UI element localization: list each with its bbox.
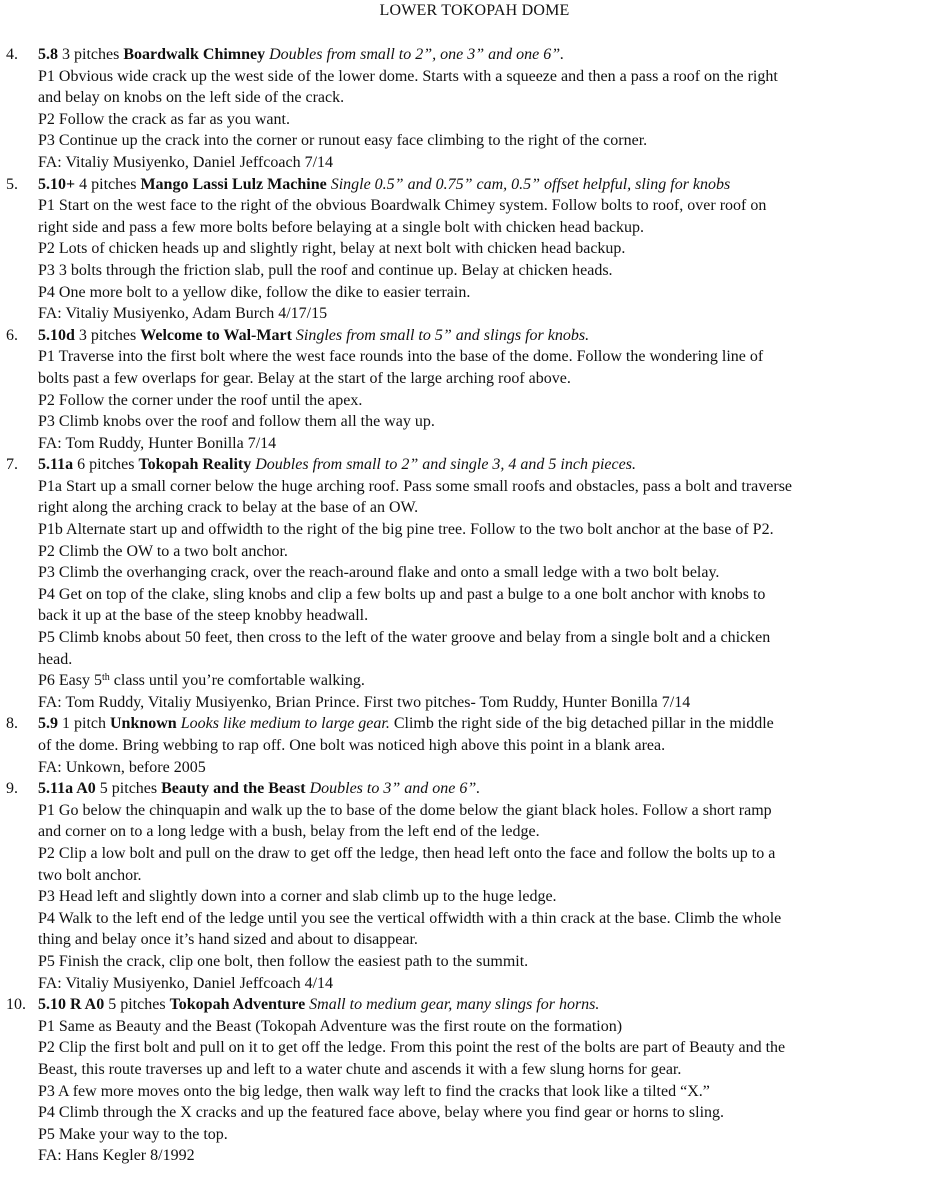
pitch-text: Go below the chinquapin and walk up the to base of the dome below the giant black holes. Follow a short ramp xyxy=(58,801,772,819)
route-header xyxy=(6,325,946,347)
pitch-line-continued xyxy=(6,649,946,671)
pitch-label: P4 xyxy=(38,585,55,603)
pitch-text: Continue up the crack into the corner or runout easy face climbing to the right of the corner. xyxy=(58,132,648,150)
pitch-text: Unkown, before 2005 xyxy=(65,758,206,776)
route-grade: 5.10+ xyxy=(38,175,76,193)
route-number: 7. xyxy=(6,456,18,474)
route-gear: Singles from small to 5” and slings for knobs. xyxy=(295,326,590,344)
pitch-text: Climb knobs about 50 feet, then cross to the left of the water groove and belay from a single bolt and a chicken xyxy=(58,629,771,647)
pitch-label: P2 xyxy=(38,240,55,258)
pitch-line xyxy=(38,800,946,822)
pitch-label: P1 xyxy=(38,348,55,366)
pitch-line xyxy=(38,130,946,152)
route-entry xyxy=(6,44,946,174)
pitch-line xyxy=(38,109,946,131)
route-entry xyxy=(6,325,946,455)
pitch-text: Tom Ruddy, Hunter Bonilla 7/14 xyxy=(65,434,277,452)
pitch-text-continued: back it up at the base of the steep knobby headwall. xyxy=(38,607,369,625)
pitch-text: Follow the corner under the roof until the apex. xyxy=(58,391,363,409)
pitch-line-continued xyxy=(6,865,946,887)
pitch-label: FA: xyxy=(38,1147,62,1165)
pitch-label: P3 xyxy=(38,564,55,582)
route-entry xyxy=(6,454,946,713)
pitch-label: P3 xyxy=(38,132,55,150)
pitch-line-continued xyxy=(6,1059,946,1081)
route-gear: Doubles from small to 2” and single 3, 4 and 5 inch pieces. xyxy=(255,456,636,474)
pitch-text: Same as Beauty and the Beast (Tokopah Adventure was the first route on the formation) xyxy=(58,1017,623,1035)
pitch-label: P2 xyxy=(38,110,55,128)
pitch-line xyxy=(38,260,946,282)
route-name: Mango Lassi Lulz Machine xyxy=(140,175,327,193)
ordinal-suffix: th xyxy=(102,672,110,684)
pitch-label: FA: xyxy=(38,974,62,992)
route-name: Beauty and the Beast xyxy=(161,780,306,798)
pitch-label: FA: xyxy=(38,305,62,323)
pitch-line xyxy=(38,390,946,412)
pitch-line xyxy=(38,541,946,563)
route-entry xyxy=(6,994,946,1167)
pitch-text: Clip a low bolt and pull on the draw to get off the ledge, then head left onto the face and follow the bolts up to a xyxy=(58,844,776,862)
pitch-line xyxy=(38,1037,946,1059)
pitch-line xyxy=(38,1102,946,1124)
route-gear: Looks like medium to large gear. xyxy=(180,715,390,733)
pitch-label: P4 xyxy=(38,283,55,301)
pitch-text: Hans Kegler 8/1992 xyxy=(65,1147,195,1165)
pitch-text-continued: Beast, this route traverses up and left to a water chute and ascends it with a few slung horns for gear. xyxy=(38,1060,682,1078)
route-list xyxy=(6,44,946,1167)
route-grade: 5.9 xyxy=(38,715,58,733)
pitch-line xyxy=(38,411,946,433)
pitch-text: Vitaliy Musiyenko, Adam Burch 4/17/15 xyxy=(65,305,328,323)
route-header xyxy=(6,994,946,1016)
pitch-line xyxy=(38,670,946,692)
pitch-label: P4 xyxy=(38,1104,55,1122)
route-gear: Doubles from small to 2”, one 3” and one 6”. xyxy=(269,46,565,63)
route-pitch-count: 1 pitch xyxy=(62,715,106,733)
route-entry xyxy=(6,713,946,778)
pitch-text-continued: and corner on to a long ledge with a bush, belay from the left end of the ledge. xyxy=(38,823,540,841)
pitch-line xyxy=(38,282,946,304)
route-entry xyxy=(6,778,946,994)
route-pitch-count: 3 pitches xyxy=(78,326,137,344)
route-gear: Doubles to 3” and one 6”. xyxy=(309,780,481,798)
pitch-line-continued xyxy=(6,217,946,239)
pitch-text: Follow the crack as far as you want. xyxy=(58,110,290,128)
pitch-line xyxy=(38,843,946,865)
route-pitch-count: 4 pitches xyxy=(79,175,137,193)
pitch-line xyxy=(38,886,946,908)
first-ascent-line xyxy=(38,303,946,325)
pitch-line xyxy=(38,562,946,584)
pitch-label: P1 xyxy=(38,197,55,215)
pitch-text-after: class until you’re comfortable walking. xyxy=(109,672,365,690)
pitch-label: P5 xyxy=(38,952,55,970)
pitch-label: P2 xyxy=(38,391,55,409)
pitch-text: Climb the OW to a two bolt anchor. xyxy=(58,542,288,560)
pitch-line xyxy=(38,476,946,498)
pitch-line xyxy=(38,1124,946,1146)
first-ascent-line xyxy=(38,152,946,174)
pitch-line xyxy=(38,66,946,88)
pitch-line xyxy=(38,951,946,973)
pitch-text-continued: two bolt anchor. xyxy=(38,866,142,884)
pitch-line xyxy=(38,238,946,260)
pitch-text: Climb the overhanging crack, over the reach-around flake and onto a small ledge with a two bolt belay. xyxy=(58,564,720,582)
pitch-label: FA: xyxy=(38,434,62,452)
route-description-continued: of the dome. Bring webbing to rap off. One bolt was noticed high above this point in a blank area. xyxy=(38,737,666,754)
route-header xyxy=(6,778,946,800)
pitch-label: P5 xyxy=(38,629,55,647)
pitch-label: P2 xyxy=(38,542,55,560)
first-ascent-line xyxy=(38,973,946,995)
pitch-label: FA: xyxy=(38,693,62,711)
pitch-text: Traverse into the first bolt where the west face rounds into the base of the dome. Follow the wondering line of xyxy=(58,348,764,366)
pitch-text: Start up a small corner below the huge arching roof. Pass some small roofs and obstacles, pass a bolt and traverse xyxy=(66,477,793,495)
route-number: 5. xyxy=(6,175,18,193)
pitch-line xyxy=(38,346,946,368)
route-header xyxy=(6,44,946,66)
route-gear: Single 0.5” and 0.75” cam, 0.5” offset helpful, sling for knobs xyxy=(330,175,731,193)
route-pitch-count: 3 pitches xyxy=(62,46,120,63)
route-grade: 5.11a xyxy=(38,456,74,474)
route-grade: 5.10d xyxy=(38,326,75,344)
pitch-text: Climb through the X cracks and up the featured face above, belay where you find gear or horns to sling. xyxy=(58,1104,725,1122)
first-ascent-line xyxy=(38,757,946,779)
pitch-text: Easy 5 xyxy=(58,672,103,690)
pitch-text-continued: and belay on knobs on the left side of the crack. xyxy=(38,89,345,107)
pitch-line xyxy=(38,584,946,606)
route-entry xyxy=(6,174,946,325)
route-pitch-count: 5 pitches xyxy=(108,996,166,1014)
pitch-line xyxy=(38,519,946,541)
pitch-text: Tom Ruddy, Vitaliy Musiyenko, Brian Prince. First two pitches- Tom Ruddy, Hunter Bonilla 7/14 xyxy=(65,693,691,711)
pitch-line xyxy=(38,627,946,649)
pitch-text-continued: right side and pass a few more bolts before belaying at a single bolt with chicken head backup. xyxy=(38,218,645,236)
route-name: Welcome to Wal-Mart xyxy=(140,326,292,344)
pitch-text-continued: right along the arching crack to belay at the base of an OW. xyxy=(38,499,419,517)
route-number: 8. xyxy=(6,715,18,733)
route-pitch-count: 5 pitches xyxy=(99,780,158,798)
route-pitch-count: 6 pitches xyxy=(77,456,135,474)
pitch-label: P6 xyxy=(38,672,55,690)
pitch-label: P4 xyxy=(38,909,55,927)
route-header xyxy=(6,713,946,735)
pitch-line xyxy=(38,908,946,930)
pitch-label: P2 xyxy=(38,1039,55,1057)
route-number: 9. xyxy=(6,780,18,798)
pitch-label: P1 xyxy=(38,1017,55,1035)
pitch-line-continued xyxy=(6,368,946,390)
route-name: Boardwalk Chimney xyxy=(123,46,266,63)
pitch-text: Clip the first bolt and pull on it to get off the ledge. From this point the rest of the bolts are part of Beauty and the xyxy=(58,1039,786,1057)
pitch-label: P1 xyxy=(38,67,55,85)
pitch-text: 3 bolts through the friction slab, pull the roof and continue up. Belay at chicken heads. xyxy=(58,261,613,279)
pitch-label: P3 xyxy=(38,888,55,906)
pitch-text: Climb knobs over the roof and follow them all the way up. xyxy=(58,413,435,431)
pitch-text: Make your way to the top. xyxy=(58,1125,228,1143)
pitch-line xyxy=(38,1016,946,1038)
pitch-label: P1 xyxy=(38,801,55,819)
route-name: Unknown xyxy=(110,715,177,733)
pitch-text: Lots of chicken heads up and slightly right, belay at next bolt with chicken head backup. xyxy=(58,240,626,258)
pitch-label: FA: xyxy=(38,758,62,776)
route-name: Tokopah Reality xyxy=(138,456,252,474)
route-grade: 5.8 xyxy=(38,46,58,63)
pitch-line-continued xyxy=(6,87,946,109)
page-title: LOWER TOKOPAH DOME xyxy=(379,2,570,19)
pitch-text: Start on the west face to the right of the obvious Boardwalk Chimey system. Follow bolts to roof, over roof on xyxy=(58,197,767,215)
pitch-text: Finish the crack, clip one bolt, then follow the easiest path to the summit. xyxy=(58,952,529,970)
route-number: 4. xyxy=(6,46,18,63)
pitch-label: P3 xyxy=(38,1082,55,1100)
route-number: 6. xyxy=(6,326,18,344)
pitch-text: A few more moves onto the big ledge, then walk way left to find the cracks that look like a tilted “X.” xyxy=(58,1082,710,1100)
route-description: Climb the right side of the big detached pillar in the middle xyxy=(393,715,774,733)
pitch-text: Walk to the left end of the ledge until you see the vertical offwidth with a thin crack at the base. Climb the whole xyxy=(58,909,782,927)
pitch-line-continued xyxy=(6,497,946,519)
first-ascent-line xyxy=(38,1145,946,1167)
route-header xyxy=(6,174,946,196)
route-grade: 5.11a A0 xyxy=(38,780,96,798)
first-ascent-line xyxy=(38,433,946,455)
route-gear: Small to medium gear, many slings for horns. xyxy=(309,996,600,1014)
pitch-label: P1b xyxy=(38,521,63,539)
route-header xyxy=(6,454,946,476)
pitch-line xyxy=(38,1081,946,1103)
pitch-text-continued: thing and belay once it’s hand sized and about to disappear. xyxy=(38,931,418,949)
route-number: 10. xyxy=(6,996,26,1014)
pitch-text: Vitaliy Musiyenko, Daniel Jeffcoach 4/14 xyxy=(65,974,334,992)
pitch-line-continued xyxy=(6,821,946,843)
first-ascent-line xyxy=(38,692,946,714)
pitch-label: P2 xyxy=(38,844,55,862)
pitch-line-continued xyxy=(6,605,946,627)
pitch-line-continued xyxy=(6,929,946,951)
pitch-text: Vitaliy Musiyenko, Daniel Jeffcoach 7/14 xyxy=(65,153,334,171)
pitch-text: Get on top of the clake, sling knobs and clip a few bolts up and past a bulge to a one bolt anchor with knobs to xyxy=(58,585,766,603)
pitch-label: P3 xyxy=(38,413,55,431)
pitch-text: Obvious wide crack up the west side of the lower dome. Starts with a squeeze and then a pass a roof on the right xyxy=(58,67,778,85)
route-grade: 5.10 R A0 xyxy=(38,996,105,1014)
pitch-text: Alternate start up and offwidth to the right of the big pine tree. Follow to the two bolt anchor at the base of P2. xyxy=(66,521,774,539)
pitch-label: FA: xyxy=(38,153,62,171)
pitch-text: One more bolt to a yellow dike, follow the dike to easier terrain. xyxy=(58,283,471,301)
pitch-text-continued: bolts past a few overlaps for gear. Belay at the start of the large arching roof above. xyxy=(38,369,571,387)
route-name: Tokopah Adventure xyxy=(169,996,306,1014)
pitch-label: P5 xyxy=(38,1125,55,1143)
pitch-text-continued: head. xyxy=(38,650,73,668)
pitch-text: Head left and slightly down into a corner and slab climb up to the huge ledge. xyxy=(58,888,557,906)
pitch-line xyxy=(38,195,946,217)
pitch-label: P1a xyxy=(38,477,62,495)
pitch-label: P3 xyxy=(38,261,55,279)
